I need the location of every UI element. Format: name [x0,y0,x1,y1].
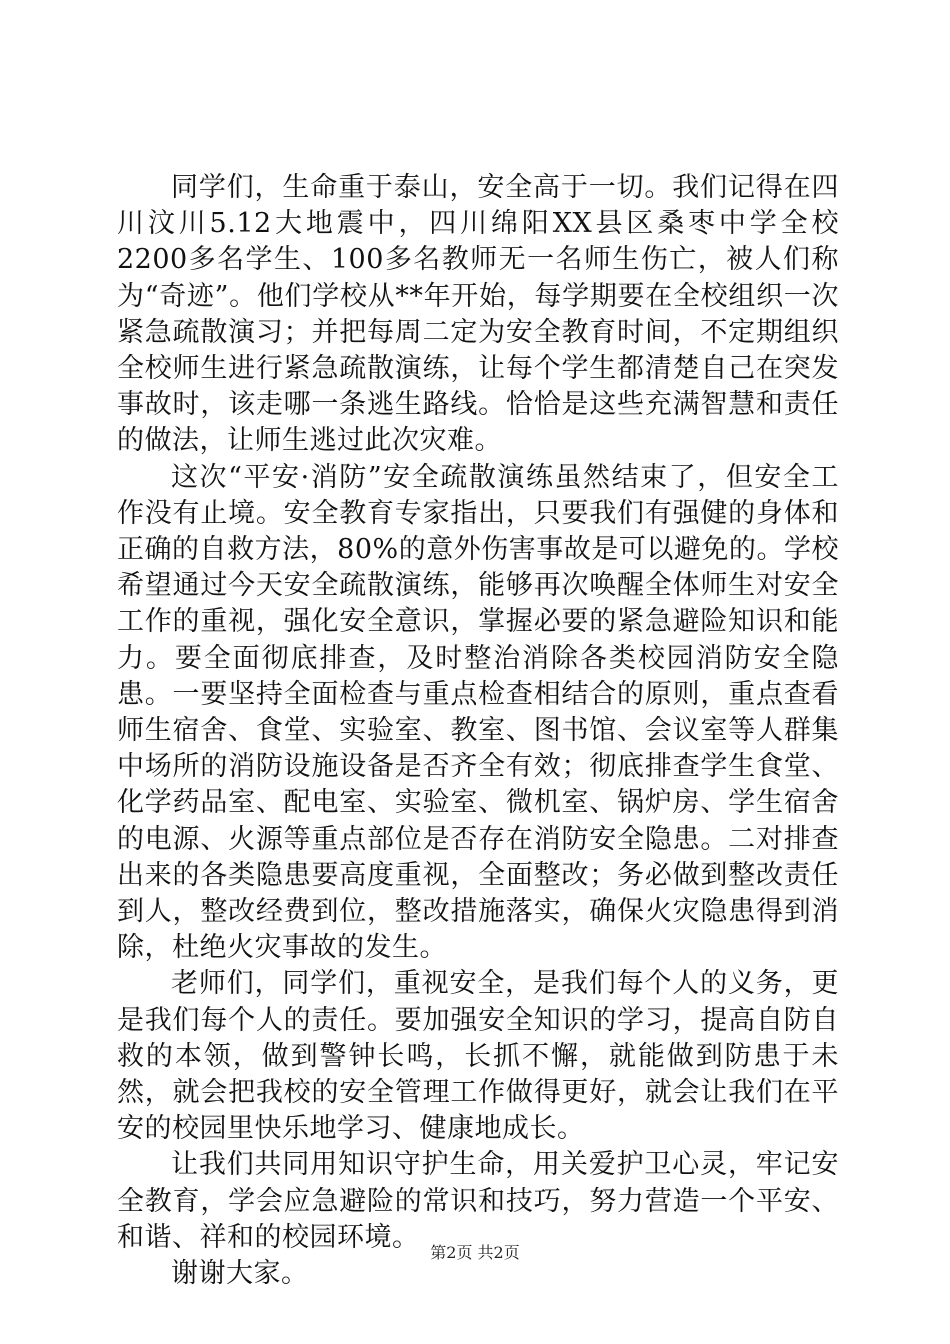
paragraph-3: 老师们，同学们，重视安全，是我们每个人的义务，更是我们每个人的责任。要加强安全知识的学习，提高自防自救的本领，做到警钟长鸣，长抓不懈，就能做到防患于未然，就会把我校的安全管理工作做得更好，就会让我们在平安的校园里快乐地学习、健康地成长。 [117,968,839,1145]
paragraph-2: 这次“平安·消防”安全疏散演练虽然结束了，但安全工作没有止境。安全教育专家指出，只要我们有强健的身体和正确的自救方法，80%的意外伤害事故是可以避免的。学校希望通过今天安全疏散演练，能够再次唤醒全体师生对安全工作的重视，强化安全意识，掌握必要的紧急避险知识和能力。要全面彻底排查，及时整治消除各类校园消防安全隐患。一要坚持全面检查与重点检查相结合的原则，重点查看师生宿舍、食堂、实验室、教室、图书馆、会议室等人群集中场所的消防设施设备是否齐全有效；彻底排查学生食堂、化学药品室、配电室、实验室、微机室、锅炉房、学生宿舍的电源、火源等重点部位是否存在消防安全隐患。二对排查出来的各类隐患要高度重视，全面整改；务必做到整改责任到人，整改经费到位，整改措施落实，确保火灾隐患得到消除，杜绝火灾事故的发生。 [117,461,839,964]
paragraph-1: 同学们，生命重于泰山，安全高于一切。我们记得在四川汶川5.12大地震中，四川绵阳XX县区桑枣中学全校2200多名学生、100多名教师无一名师生伤亡，被人们称为“奇迹”。他们学校从**年开始，每学期要在全校组织一次紧急疏散演习；并把每周二定为安全教育时间，不定期组织全校师生进行紧急疏散演练，让每个学生都清楚自己在突发事故时，该走哪一条逃生路线。恰恰是这些充满智慧和责任的做法，让师生逃过此次灾难。 [117,172,839,457]
document-body [117,170,839,1292]
paragraph-5: 谢谢大家。 [171,1258,309,1290]
page-number-label: 第2页 共2页 [430,1243,520,1262]
page-footer [0,1243,950,1263]
paragraph-4: 让我们共同用知识守护生命，用关爱护卫心灵，牢记安全教育，学会应急避险的常识和技巧，努力营造一个平安、和谐、祥和的校园环境。 [117,1149,839,1253]
